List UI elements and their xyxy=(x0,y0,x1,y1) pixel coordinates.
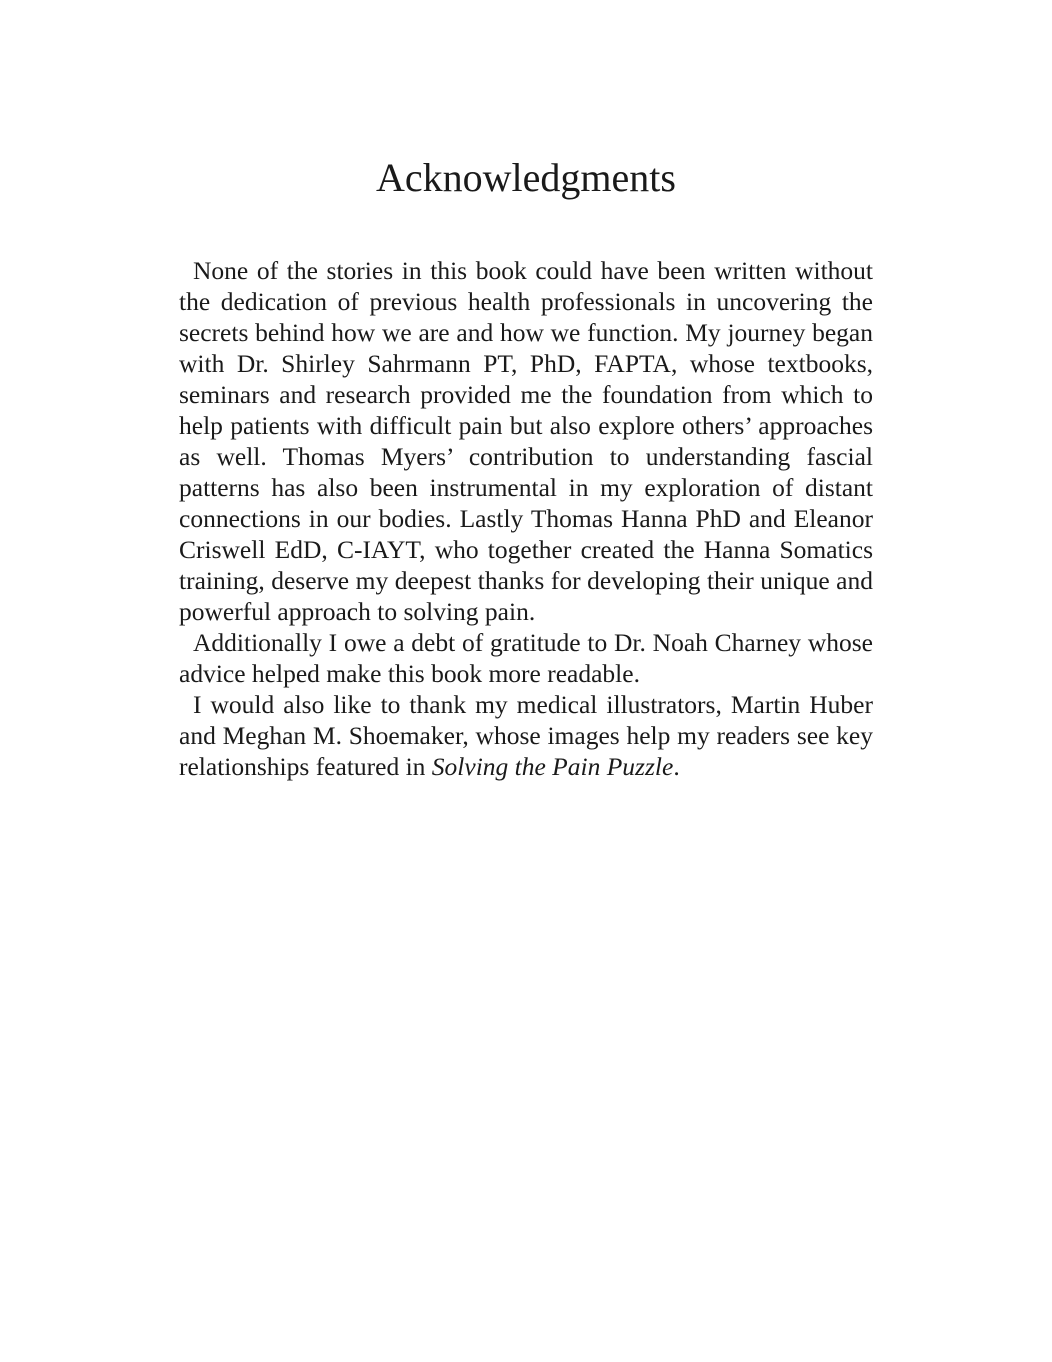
paragraph-1: None of the stories in this book could have been written without the dedication of previous health professionals in uncovering the secrets behind how we are and how we function. My journey began with Dr. Shirley Sahrmann PT, PhD, FAPTA, whose textbooks, seminars and research provided me the foundation from which to help patients with difficult pain but also explore others’ approaches as well. Thomas Myers’ contribution to understanding fascial patterns has also been instrumental in my exploration of distant connections in our bodies. Lastly Thomas Hanna PhD and Eleanor Criswell EdD, C-IAYT, who together created the Hanna Somatics training, deserve my deepest thanks for developing their unique and powerful approach to solving pain. xyxy=(179,256,873,626)
paragraph-3-text: I would also like to thank my medical illustrators, Martin Huber and Meghan M. Shoemaker, whose images help my readers see key relationships featured in xyxy=(179,690,873,781)
acknowledgments-body xyxy=(179,255,873,782)
paragraph-3-end: . xyxy=(673,752,680,781)
page-title: Acknowledgments xyxy=(376,155,676,200)
paragraph-3 xyxy=(179,689,873,782)
book-title: Solving the Pain Puzzle xyxy=(431,752,674,781)
paragraph-2: Additionally I owe a debt of gratitude to Dr. Noah Charney whose advice helped make this book more readable. xyxy=(179,628,873,688)
